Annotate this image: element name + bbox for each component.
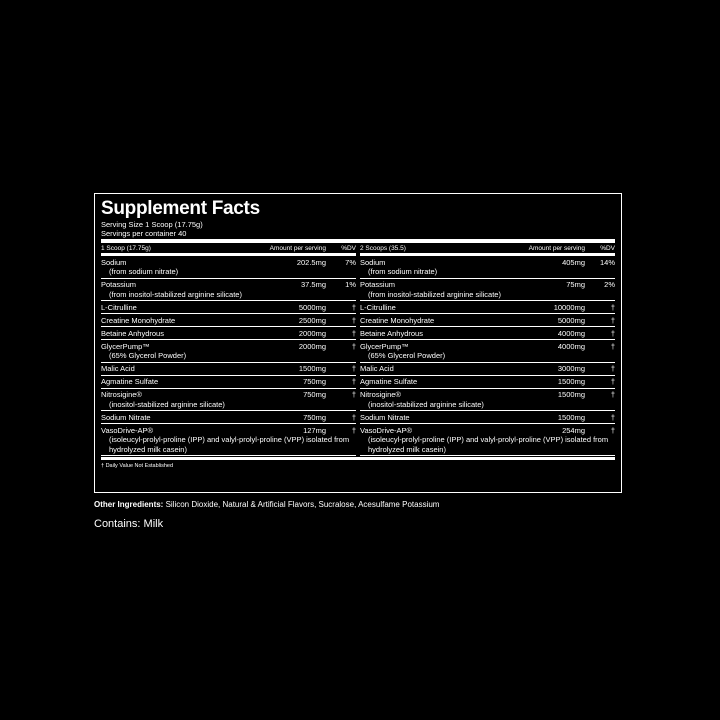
right-dv-header: %DV [600, 245, 615, 252]
ingredient-amount: 3000mg [557, 364, 585, 373]
ingredient-row [101, 411, 356, 424]
ingredient-name: L-Citrulline [360, 302, 396, 312]
ingredient-row-main [101, 413, 356, 423]
left-dv-header: %DV [341, 245, 356, 252]
ingredient-row-main [101, 303, 356, 313]
ingredient-name: L-Citrulline [101, 302, 137, 312]
ingredient-row [360, 376, 615, 389]
ingredient-dv: † [351, 412, 356, 422]
ingredient-row-main [101, 342, 356, 352]
ingredient-name: Sodium [360, 257, 386, 267]
ingredient-row [360, 327, 615, 340]
other-ingredients-text: Silicon Dioxide, Natural & Artificial Flavors, Sucralose, Acesulfame Potassium [163, 500, 440, 509]
ingredient-name: Nitrosigine® [101, 390, 142, 399]
left-rows [101, 256, 356, 456]
ingredient-dv: † [351, 425, 356, 435]
ingredient-row [360, 363, 615, 376]
ingredient-amount: 254mg [562, 425, 585, 435]
ingredient-row-main [360, 329, 615, 339]
ingredient-row [101, 279, 356, 302]
ingredient-name: Sodium [101, 257, 127, 267]
left-column-header [101, 243, 356, 256]
ingredient-name: Creatine Monohydrate [360, 315, 435, 325]
facts-columns [101, 243, 615, 456]
ingredient-name: Agmatine Sulfate [360, 377, 418, 386]
ingredient-row-main [360, 342, 615, 352]
supplement-facts-panel [94, 193, 622, 493]
ingredient-row [101, 389, 356, 412]
ingredient-name: GlycerPump™ [360, 341, 409, 351]
ingredient-row-main [101, 364, 356, 374]
other-ingredients [94, 500, 439, 510]
ingredient-row-main [360, 377, 615, 387]
ingredient-amount: 4000mg [557, 328, 585, 338]
ingredient-amount: 2500mg [298, 315, 326, 325]
ingredient-amount: 75mg [566, 280, 585, 289]
ingredient-row [360, 340, 615, 363]
ingredient-row-main [360, 258, 615, 268]
left-column [101, 243, 356, 456]
left-amount-header: Amount per serving [269, 245, 326, 252]
panel-title: Supplement Facts [101, 198, 260, 219]
ingredient-row-main [101, 280, 356, 290]
ingredient-dv: † [610, 341, 615, 351]
ingredient-dv: † [610, 425, 615, 435]
ingredient-dv: † [610, 390, 615, 399]
ingredient-amount: 750mg [303, 377, 326, 386]
ingredient-row-main [360, 390, 615, 400]
ingredient-row [101, 327, 356, 340]
ingredient-source: (from sodium nitrate) [368, 267, 438, 276]
ingredient-source: (isoleucyl-prolyl-proline (IPP) and valyl-prolyl-proline (VPP) isolated from hydrolyzed milk casein) [368, 435, 609, 454]
ingredient-dv: 7% [345, 257, 356, 267]
ingredient-dv: † [610, 377, 615, 386]
ingredient-dv: † [351, 302, 356, 312]
ingredient-dv: 2% [604, 280, 615, 289]
ingredient-source: (65% Glycerol Powder) [109, 351, 187, 360]
ingredient-dv: 14% [599, 257, 615, 267]
ingredient-source: (inositol-stabilized arginine silicate) [368, 399, 484, 409]
ingredient-name: Sodium Nitrate [101, 412, 151, 422]
ingredient-name: Creatine Monohydrate [101, 315, 176, 325]
ingredient-row-main [360, 280, 615, 290]
ingredient-amount: 2000mg [298, 341, 326, 351]
ingredient-amount: 1500mg [557, 377, 585, 386]
ingredient-row [101, 314, 356, 327]
ingredient-amount: 2000mg [298, 328, 326, 338]
ingredient-row-main [101, 258, 356, 268]
other-ingredients-heading: Other Ingredients: [94, 500, 164, 509]
ingredient-amount: 750mg [303, 390, 326, 399]
ingredient-row-main [360, 413, 615, 423]
ingredient-row-main [360, 303, 615, 313]
ingredient-amount: 10000mg [553, 302, 585, 312]
ingredient-source: (from sodium nitrate) [109, 267, 179, 276]
ingredient-dv: † [351, 315, 356, 325]
ingredient-name: Nitrosigine® [360, 390, 401, 399]
footnote: † Daily Value Not Established [101, 463, 174, 469]
ingredient-name: Betaine Anhydrous [101, 328, 164, 338]
ingredient-amount: 37.5mg [300, 280, 326, 289]
ingredient-name: Malic Acid [360, 364, 394, 373]
left-serving-header: 1 Scoop (17.75g) [101, 245, 151, 252]
ingredient-source: (inositol-stabilized arginine silicate) [109, 399, 225, 409]
ingredient-amount: 202.5mg [296, 257, 326, 267]
ingredient-source: (65% Glycerol Powder) [368, 351, 446, 360]
ingredient-row-main [360, 364, 615, 374]
ingredient-name: VasoDrive-AP® [360, 425, 413, 435]
ingredient-row-main [101, 316, 356, 326]
ingredient-dv: † [351, 364, 356, 373]
ingredient-row [360, 424, 615, 456]
right-rows [360, 256, 615, 456]
ingredient-row [101, 376, 356, 389]
ingredient-dv: † [351, 341, 356, 351]
ingredient-row-main [360, 316, 615, 326]
ingredient-row-main [360, 426, 615, 436]
ingredient-dv: † [610, 328, 615, 338]
ingredient-row [360, 411, 615, 424]
ingredient-dv: 1% [345, 280, 356, 289]
ingredient-row [360, 314, 615, 327]
ingredient-row [101, 256, 356, 279]
ingredient-row-main [101, 329, 356, 339]
right-column-header [360, 243, 615, 256]
servings-per-container: Servings per container 40 [101, 229, 187, 238]
ingredient-name: Potassium [360, 280, 396, 289]
ingredient-amount: 127mg [303, 425, 326, 435]
ingredient-dv: † [610, 364, 615, 373]
ingredient-row-main [101, 390, 356, 400]
ingredient-row [360, 279, 615, 302]
ingredient-source: (isoleucyl-prolyl-proline (IPP) and valyl-prolyl-proline (VPP) isolated from hydrolyzed milk casein) [109, 435, 350, 454]
right-serving-header: 2 Scoops (35.5) [360, 245, 406, 252]
ingredient-amount: 1500mg [557, 412, 585, 422]
ingredient-source: (from inositol-stabilized arginine silicate) [109, 289, 242, 299]
ingredient-amount: 1500mg [298, 364, 326, 373]
ingredient-dv: † [610, 315, 615, 325]
ingredient-name: Sodium Nitrate [360, 412, 410, 422]
ingredient-row [360, 256, 615, 279]
ingredient-amount: 750mg [303, 412, 326, 422]
ingredient-dv: † [610, 412, 615, 422]
ingredient-row [360, 389, 615, 412]
ingredient-amount: 1500mg [557, 390, 585, 399]
ingredient-row-main [101, 377, 356, 387]
ingredient-name: GlycerPump™ [101, 341, 150, 351]
ingredient-dv: † [610, 302, 615, 312]
ingredient-source: (from inositol-stabilized arginine silicate) [368, 289, 501, 299]
ingredient-row [101, 340, 356, 363]
ingredient-row [101, 301, 356, 314]
ingredient-amount: 405mg [562, 257, 585, 267]
ingredient-row [360, 301, 615, 314]
ingredient-row-main [101, 426, 356, 436]
right-amount-header: Amount per serving [528, 245, 585, 252]
ingredient-name: Potassium [101, 280, 137, 289]
ingredient-amount: 5000mg [298, 302, 326, 312]
allergen-statement: Contains: Milk [94, 518, 164, 530]
ingredient-name: Betaine Anhydrous [360, 328, 423, 338]
ingredient-name: Malic Acid [101, 364, 135, 373]
ingredient-row [101, 424, 356, 456]
ingredient-dv: † [351, 377, 356, 386]
ingredient-name: VasoDrive-AP® [101, 425, 154, 435]
ingredient-dv: † [351, 328, 356, 338]
ingredient-amount: 5000mg [557, 315, 585, 325]
ingredient-amount: 4000mg [557, 341, 585, 351]
ingredient-row [101, 363, 356, 376]
ingredient-name: Agmatine Sulfate [101, 377, 159, 386]
ingredient-dv: † [351, 390, 356, 399]
right-column [360, 243, 615, 456]
serving-size: Serving Size 1 Scoop (17.75g) [101, 220, 203, 229]
